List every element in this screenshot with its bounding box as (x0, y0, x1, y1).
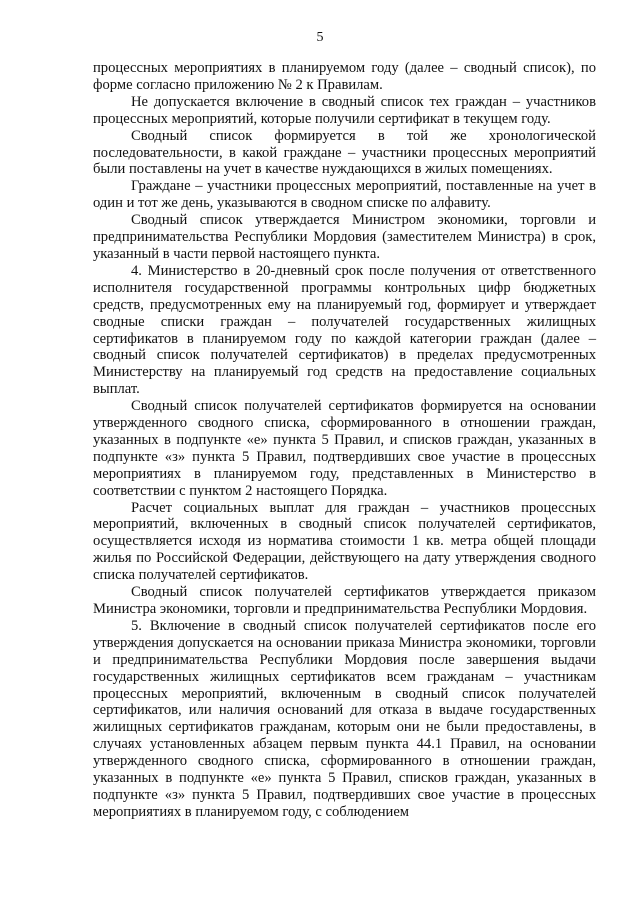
paragraph-recipients-list-approval: Сводный список получателей сертификатов утверждается приказом Министра экономики, торговли и предпринимательства Республики Мордовия. (93, 584, 596, 617)
paragraph-item-5: 5. Включение в сводный список получателей сертификатов после его утверждения допускается на основании приказа Министра экономики, торговли и предпринимательства Республики Мордовия после завершения выдачи государственных жилищных сертификатов всем гражданам – участникам процессных мероприятий, включенным в сводный список получателей сертификатов, или наличия оснований для отказа в выдаче государственных жилищных сертификатов гражданам, которым они не были предоставлены, в случаях установленных абзацем первым пункта 44.1 Правил, на основании утвержденного сводного списка, сформированного в отношении граждан, указанных в подпункте «е» пункта 5 Правил, списков граждан, указанных в подпункте «з» пункта 5 Правил, подтвердивших свое участие в процессных мероприятиях в планируемом году, с соблюдением (93, 617, 596, 820)
paragraph-chronological-order: Сводный список формируется в той же хронологической последовательности, в какой граждане – участники процессных мероприятий были поставлены на учет в качестве нуждающихся в жилых помещениях. (93, 127, 596, 178)
page-number: 5 (316, 30, 324, 45)
paragraph-list-approval: Сводный список утверждается Министром экономики, торговли и предпринимательства Республики Мордовия (заместителем Министра) в срок, указанный в части первой настоящего пункта. (93, 212, 596, 262)
paragraph-alphabetical-order: Граждане – участники процессных мероприятий, поставленные на учет в один и тот же день, указываются в сводном списке по алфавиту. (93, 178, 596, 212)
paragraph-payment-calculation: Расчет социальных выплат для граждан – участников процессных мероприятий, включенных в сводный список получателей сертификатов, осуществляется исходя из норматива стоимости 1 кв. метра общей площади жилья по Российской Федерации, действующего на дату утверждения сводного списка получателей сертификатов. (93, 499, 596, 584)
paragraph-item-4: 4. Министерство в 20-дневный срок после получения от ответственного исполнителя государственной программы контрольных цифр бюджетных средств, предусмотренных ему на планируемый год, формирует и утверждает сводные списки граждан – получателей государственных жилищных сертификатов в планируемом году по каждой категории граждан (далее – сводный список получателей сертификатов) в пределах предусмотренных Министерству на планируемый год средств на предоставление социальных выплат. (93, 262, 596, 398)
paragraph-exclusion-rule: Не допускается включение в сводный список тех граждан – участников процессных мероприятий, которые получили сертификат в текущем году. (93, 93, 596, 127)
paragraph-recipients-list-basis: Сводный список получателей сертификатов формируется на основании утвержденного сводного списка, сформированного в отношении граждан, указанных в подпункте «е» пункта 5 Правил, и списков граждан, указанных в подпункте «з» пункта 5 Правил, подтвердивших свое участие в процессных мероприятиях в планируемом году, представленных в Министерство в соответствии с пунктом 2 настоящего Порядка. (93, 398, 596, 499)
document-body (93, 60, 596, 821)
paragraph-continuation: процессных мероприятиях в планируемом году (далее – сводный список), по форме согласно приложению № 2 к Правилам. (93, 60, 596, 93)
